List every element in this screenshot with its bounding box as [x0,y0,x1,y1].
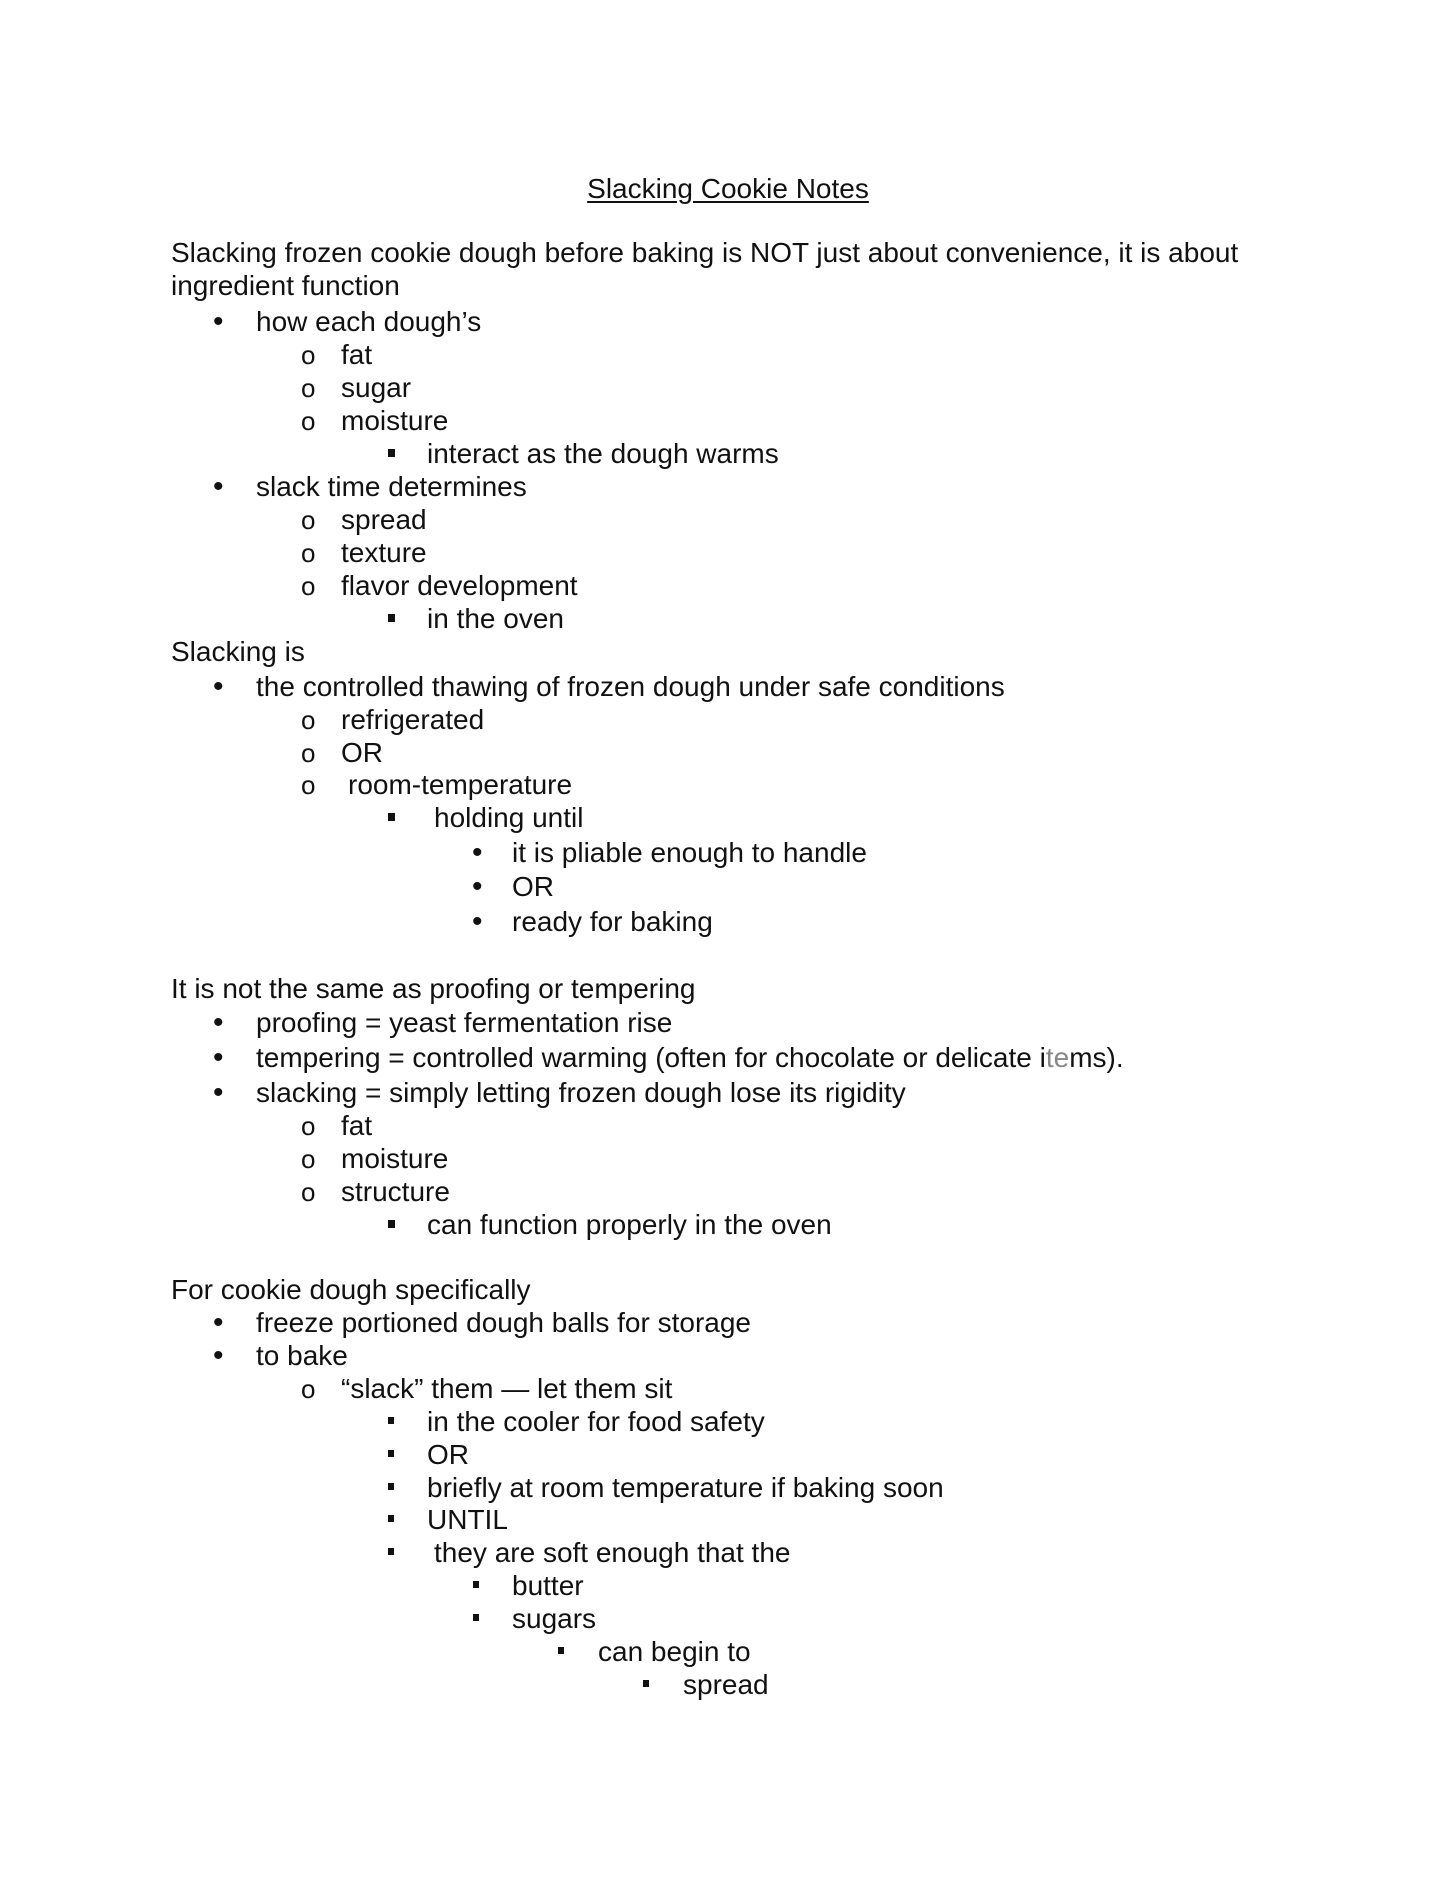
list-item: how each dough’s [256,306,482,337]
square-bullet-icon [388,801,395,835]
bullet-icon [213,470,224,504]
bullet-icon [472,905,483,939]
list-item: in the cooler for food safety [427,1406,765,1437]
circle-bullet-icon [301,503,315,537]
list-item: ready for baking [512,906,713,937]
circle-bullet-icon [301,768,315,802]
page-title: Slacking Cookie Notes [587,173,869,204]
list-item: interact as the dough warms [427,438,779,469]
square-bullet-icon [388,1405,394,1439]
bullet-icon [213,1076,224,1110]
bullet-icon [213,305,224,339]
list-item: sugars [512,1603,597,1634]
section-heading: It is not the same as proofing or tempering [171,973,696,1004]
circle-bullet-icon [301,1372,315,1406]
list-item: spread [683,1669,769,1700]
text-segment: tempering = controlled warming (often for chocolate or delicate i [256,1042,1046,1073]
list-item: slacking = simply letting frozen dough lose its rigidity [256,1077,906,1108]
bullet-icon [472,870,483,904]
circle-bullet-icon [301,371,315,405]
square-bullet-icon [388,1503,394,1537]
list-item: fat [341,1110,373,1141]
bullet-icon [213,1306,224,1340]
list-item: OR [341,737,383,768]
list-item: “slack” them — let them sit [341,1373,673,1404]
list-item: the controlled thawing of frozen dough under safe conditions [256,671,1005,702]
list-item: texture [341,537,427,568]
list-item: slack time determines [256,471,527,502]
square-bullet-icon [473,1569,479,1603]
list-item: proofing = yeast fermentation rise [256,1007,673,1038]
square-bullet-icon [388,1471,394,1505]
list-item: flavor development [341,570,578,601]
list-item: moisture [341,1143,449,1174]
circle-bullet-icon [301,338,315,372]
list-item: in the oven [427,603,564,634]
list-item: can function properly in the oven [427,1209,832,1240]
bullet-icon [213,1041,224,1075]
list-item: OR [427,1439,469,1470]
square-bullet-icon [388,1536,394,1570]
circle-bullet-icon [301,1175,315,1209]
circle-bullet-icon [301,1109,315,1143]
circle-bullet-icon [301,569,315,603]
list-item: sugar [341,372,412,403]
circle-bullet-icon [301,703,315,737]
circle-bullet-icon [301,1142,315,1176]
square-bullet-icon [388,437,395,471]
list-item: it is pliable enough to handle [512,837,867,868]
list-item: spread [341,504,427,535]
circle-bullet-icon [301,404,315,438]
circle-bullet-icon [301,536,315,570]
list-item: briefly at room temperature if baking soon [427,1472,944,1503]
bullet-icon [213,670,224,704]
bullet-icon [213,1339,224,1373]
square-bullet-icon [388,602,395,636]
list-item: to bake [256,1340,348,1371]
circle-bullet-icon [301,736,315,770]
square-bullet-icon [388,1438,394,1472]
list-item: freeze portioned dough balls for storage [256,1307,751,1338]
list-item: moisture [341,405,449,436]
faded-text-segment: te [1045,1042,1070,1073]
bullet-icon [213,1006,224,1040]
list-item: refrigerated [341,704,485,735]
section-heading: For cookie dough specifically [171,1274,531,1305]
bullet-icon [472,836,483,870]
list-item: structure [341,1176,450,1207]
list-item: UNTIL [427,1504,508,1535]
square-bullet-icon [558,1635,564,1669]
list-item: they are soft enough that the [434,1537,791,1568]
list-item: can begin to [598,1636,751,1667]
square-bullet-icon [473,1602,479,1636]
text-segment: ms). [1069,1042,1124,1073]
list-item: fat [341,339,373,370]
list-item: OR [512,871,554,902]
list-item: holding until [434,802,584,833]
square-bullet-icon [643,1668,649,1702]
list-item: butter [512,1570,584,1601]
section-heading: Slacking is [171,636,305,667]
list-item [256,1041,1124,1075]
intro-paragraph: Slacking frozen cookie dough before baking is NOT just about convenience, it is about ingredient function [171,237,1239,301]
list-item: room-temperature [348,769,573,800]
square-bullet-icon [388,1208,395,1242]
